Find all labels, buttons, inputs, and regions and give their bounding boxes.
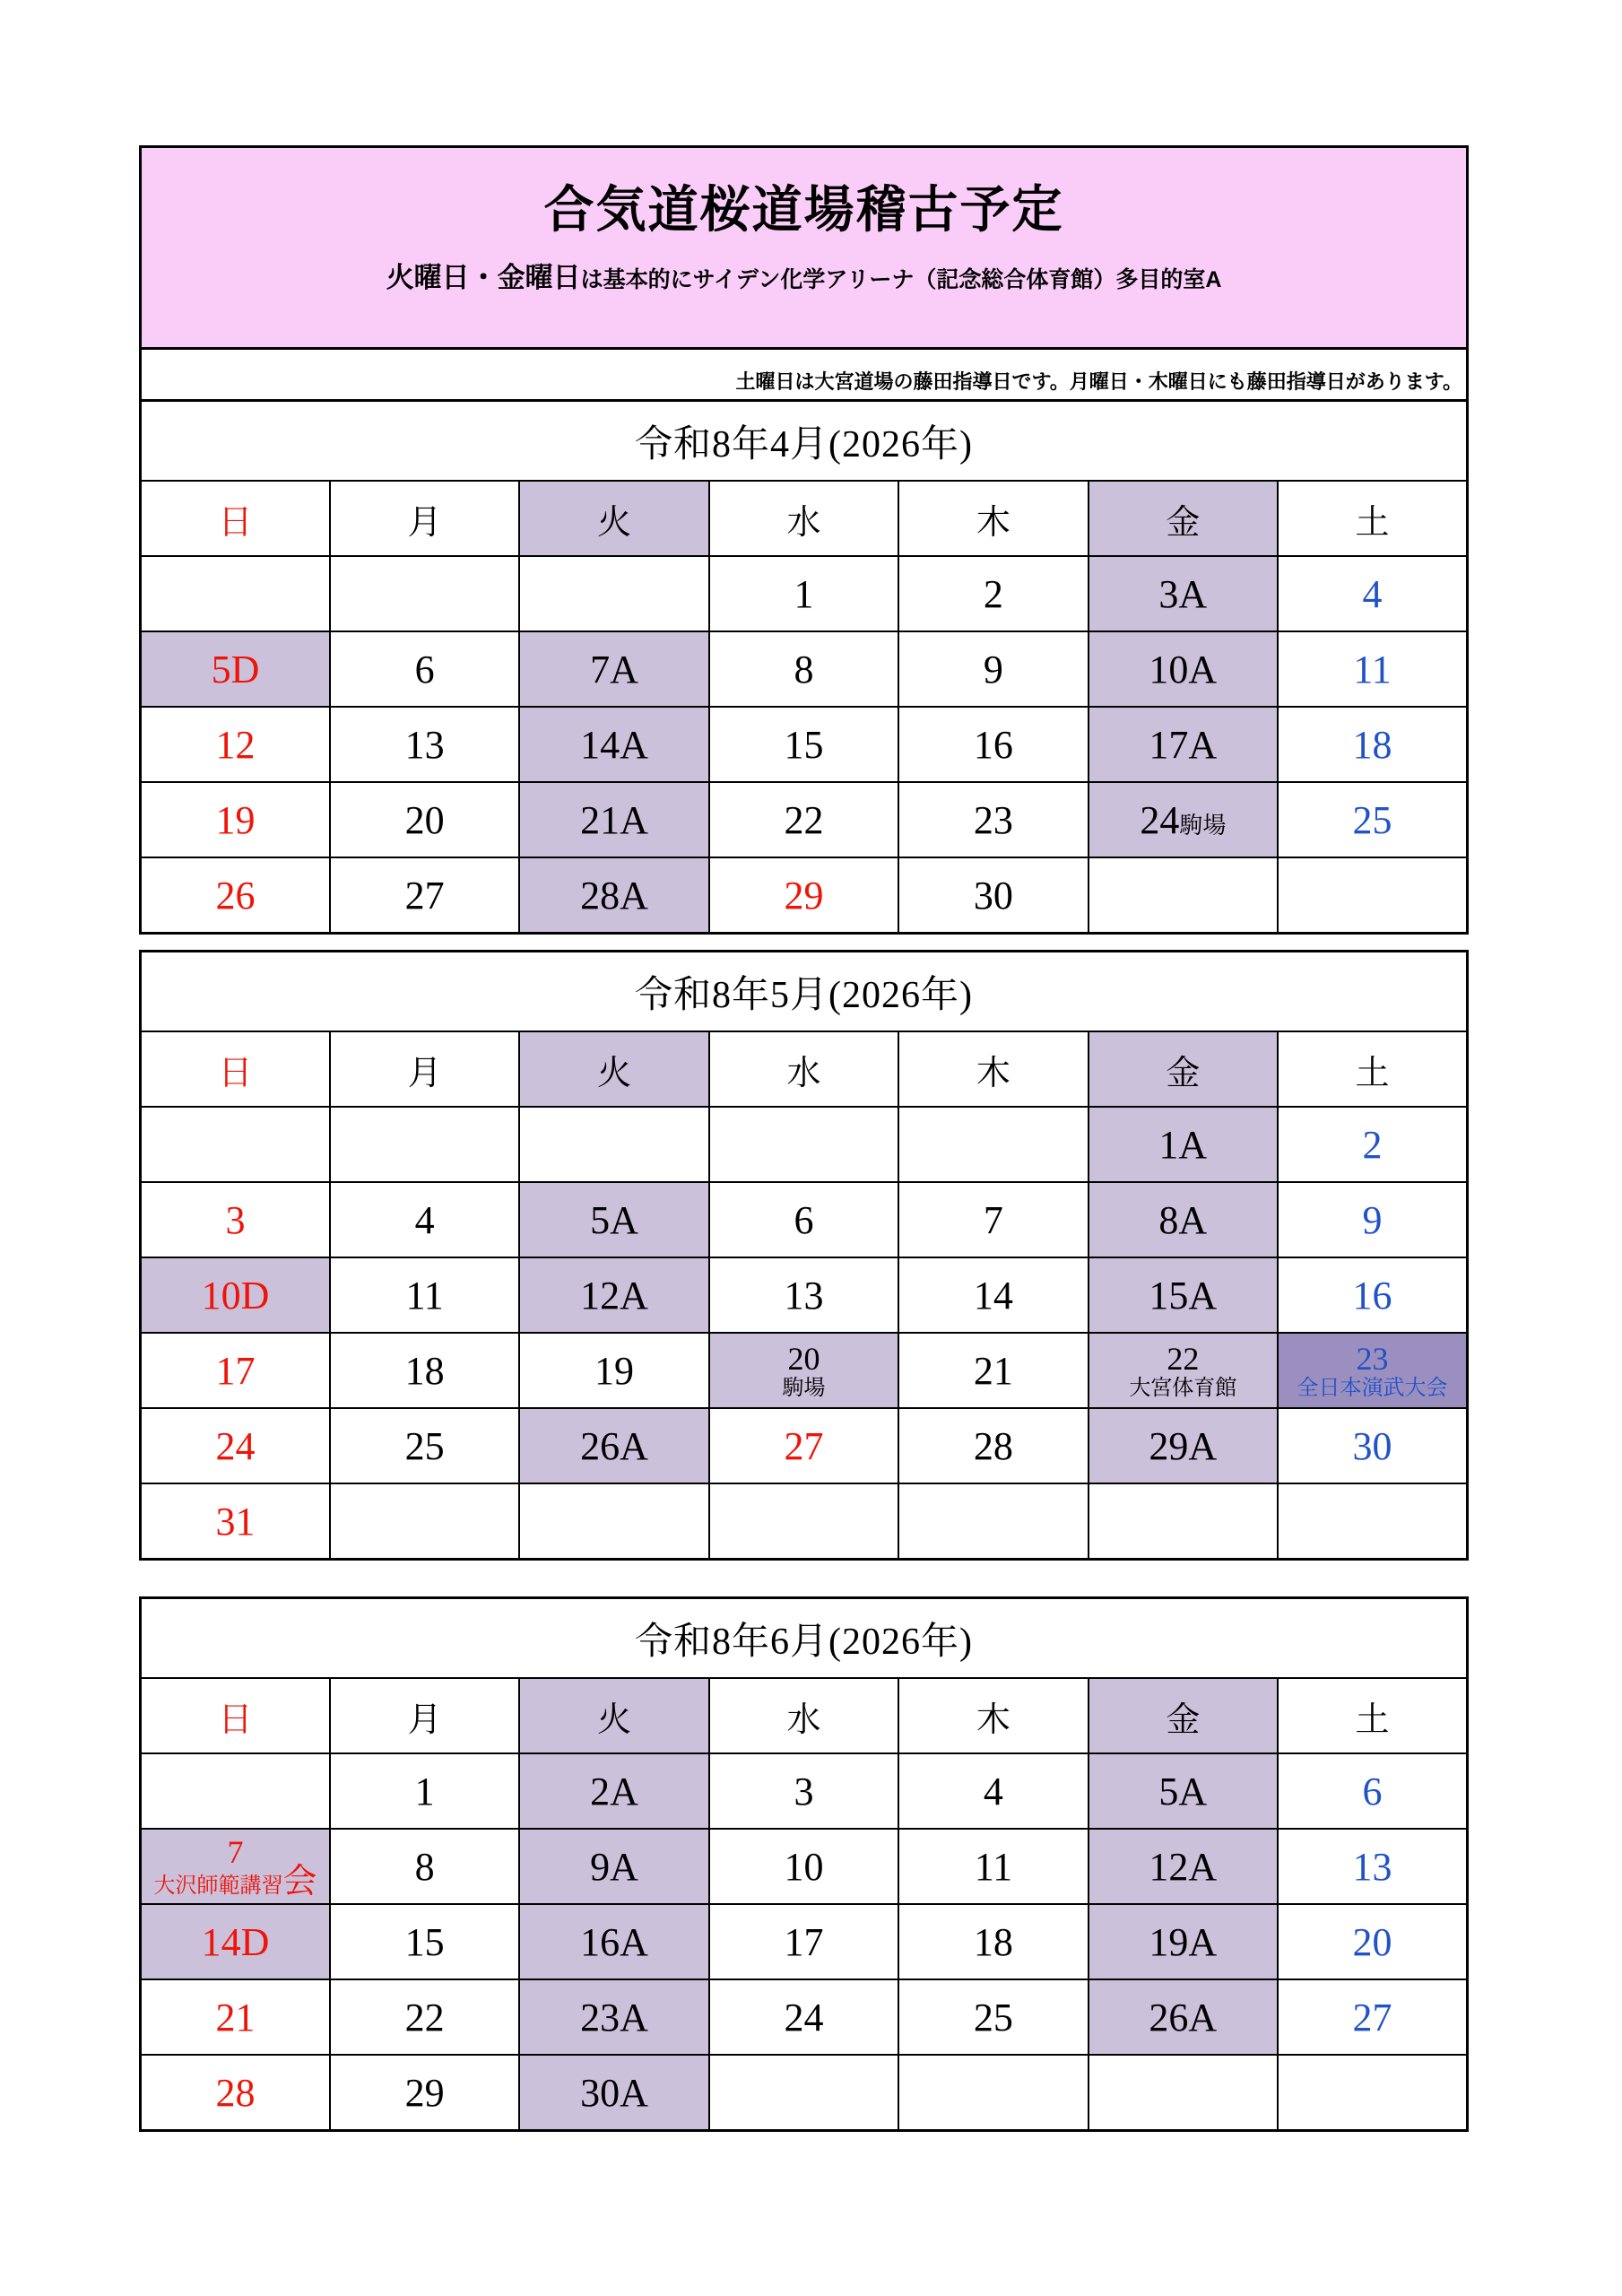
instructor-note: 土曜日は大宮道場の藤田指導日です。月曜日・木曜日にも藤田指導日があります。 bbox=[735, 370, 1462, 393]
day-cell bbox=[1089, 1829, 1278, 1904]
weekday-header: 土 bbox=[1278, 481, 1467, 556]
day-number: 3A bbox=[1158, 571, 1208, 616]
day-cell bbox=[519, 857, 708, 934]
day-cell bbox=[898, 782, 1088, 857]
day-number: 13 bbox=[784, 1273, 824, 1318]
day-number: 27 bbox=[404, 873, 445, 918]
empty-cell bbox=[898, 1107, 1088, 1182]
day-cell bbox=[141, 1483, 330, 1560]
day-number: 12A bbox=[1149, 1844, 1218, 1889]
day-cell bbox=[898, 1904, 1088, 1979]
day-number: 6 bbox=[414, 647, 435, 691]
day-number: 30 bbox=[1352, 1423, 1392, 1468]
day-cell bbox=[1278, 1829, 1467, 1904]
weekday-header: 金 bbox=[1089, 481, 1278, 556]
day-cell bbox=[1278, 1408, 1467, 1483]
day-cell bbox=[330, 2055, 519, 2131]
day-number: 15 bbox=[784, 722, 824, 767]
day-cell bbox=[141, 707, 330, 782]
day-cell bbox=[1278, 1904, 1467, 1979]
day-number: 19A bbox=[1149, 1919, 1218, 1964]
day-number: 4 bbox=[414, 1197, 435, 1242]
empty-cell bbox=[898, 2055, 1088, 2131]
day-number: 28 bbox=[973, 1423, 1013, 1468]
empty-cell bbox=[898, 1483, 1088, 1560]
day-cell bbox=[1278, 556, 1467, 631]
sheet-content bbox=[139, 145, 1469, 2132]
day-number: 26 bbox=[215, 873, 256, 918]
day-number: 24 bbox=[1140, 797, 1180, 842]
subtitle-days: 火曜日・金曜日 bbox=[386, 261, 581, 293]
instructor-note-row bbox=[139, 350, 1469, 399]
day-number: 10D bbox=[201, 1273, 270, 1318]
day-cell bbox=[519, 782, 708, 857]
day-number: 23 bbox=[1356, 1340, 1389, 1377]
day-number: 16 bbox=[973, 722, 1013, 767]
day-cell bbox=[898, 1753, 1088, 1829]
day-cell bbox=[709, 857, 898, 934]
day-cell bbox=[898, 857, 1088, 934]
day-cell bbox=[709, 1408, 898, 1483]
day-number: 13 bbox=[404, 722, 445, 767]
day-cell bbox=[519, 2055, 708, 2131]
day-cell bbox=[519, 1257, 708, 1333]
day-number: 3 bbox=[225, 1197, 246, 1242]
day-number: 14 bbox=[973, 1273, 1013, 1318]
weekday-header: 火 bbox=[519, 1678, 708, 1753]
day-cell bbox=[1089, 1979, 1278, 2055]
day-number: 11 bbox=[405, 1273, 444, 1318]
day-number: 7 bbox=[983, 1197, 1003, 1242]
day-number: 27 bbox=[1352, 1995, 1392, 2039]
day-cell bbox=[709, 1979, 898, 2055]
day-cell bbox=[898, 556, 1088, 631]
day-cell bbox=[709, 631, 898, 707]
day-number: 29 bbox=[784, 873, 824, 918]
weekday-header: 月 bbox=[330, 481, 519, 556]
day-number: 11 bbox=[974, 1844, 1013, 1889]
day-number: 28A bbox=[580, 873, 648, 918]
day-number: 24 bbox=[784, 1995, 824, 2039]
weekday-header: 火 bbox=[519, 481, 708, 556]
day-number: 3 bbox=[794, 1769, 814, 1813]
day-cell bbox=[898, 631, 1088, 707]
calendars bbox=[139, 399, 1469, 2132]
day-cell bbox=[1089, 1182, 1278, 1257]
day-cell bbox=[709, 1829, 898, 1904]
day-event-label-large: 会 bbox=[282, 1863, 317, 1900]
day-number: 20 bbox=[787, 1340, 820, 1377]
day-cell bbox=[141, 782, 330, 857]
day-cell bbox=[1278, 1753, 1467, 1829]
day-cell bbox=[519, 1904, 708, 1979]
day-cell bbox=[519, 1829, 708, 1904]
day-number: 24 bbox=[215, 1423, 256, 1468]
empty-cell bbox=[330, 1107, 519, 1182]
day-number: 23 bbox=[973, 797, 1013, 842]
day-number: 5A bbox=[1158, 1769, 1208, 1813]
weekday-header: 木 bbox=[898, 1678, 1088, 1753]
day-number: 31 bbox=[215, 1499, 256, 1544]
day-number: 18 bbox=[404, 1348, 445, 1393]
day-number: 15 bbox=[404, 1919, 445, 1964]
empty-cell bbox=[141, 1107, 330, 1182]
empty-cell bbox=[330, 556, 519, 631]
weekday-header: 水 bbox=[709, 1031, 898, 1107]
day-cell bbox=[1089, 1333, 1278, 1408]
day-event-label: 駒場 bbox=[1179, 812, 1227, 839]
day-number: 10A bbox=[1149, 647, 1218, 691]
weekday-header: 土 bbox=[1278, 1678, 1467, 1753]
day-number: 21 bbox=[215, 1995, 256, 2039]
day-number: 19 bbox=[215, 797, 256, 842]
day-event-label: 駒場 bbox=[782, 1376, 826, 1400]
day-cell bbox=[330, 707, 519, 782]
day-number: 28 bbox=[215, 2070, 256, 2115]
day-cell bbox=[1089, 1257, 1278, 1333]
day-cell bbox=[898, 1408, 1088, 1483]
calendar-month-3 bbox=[139, 1596, 1469, 2132]
weekday-header: 水 bbox=[709, 1678, 898, 1753]
empty-cell bbox=[709, 2055, 898, 2131]
day-cell bbox=[330, 1904, 519, 1979]
day-cell bbox=[1089, 782, 1278, 857]
day-cell bbox=[330, 1753, 519, 1829]
day-number: 2 bbox=[1362, 1122, 1383, 1167]
day-cell bbox=[1089, 556, 1278, 631]
day-number: 30 bbox=[973, 873, 1013, 918]
day-number: 25 bbox=[973, 1995, 1013, 2039]
day-number: 6 bbox=[794, 1197, 814, 1242]
day-cell bbox=[898, 1182, 1088, 1257]
day-cell bbox=[709, 1753, 898, 1829]
day-number: 9A bbox=[590, 1844, 638, 1889]
day-cell bbox=[1278, 1333, 1467, 1408]
day-cell bbox=[1089, 707, 1278, 782]
day-number: 8 bbox=[794, 647, 814, 691]
day-cell bbox=[709, 1333, 898, 1408]
day-cell bbox=[898, 1829, 1088, 1904]
empty-cell bbox=[519, 556, 708, 631]
day-cell bbox=[141, 1904, 330, 1979]
weekday-header: 土 bbox=[1278, 1031, 1467, 1107]
day-cell bbox=[898, 1333, 1088, 1408]
subtitle-location: は基本的にサイデン化学アリーナ（記念総合体育館）多目的室A bbox=[580, 266, 1222, 292]
month-title: 令和8年4月(2026年) bbox=[141, 401, 1468, 482]
page-title: 合気道桜道場稽古予定 bbox=[543, 183, 1064, 239]
empty-cell bbox=[519, 1483, 708, 1560]
day-number: 17A bbox=[1149, 722, 1218, 767]
day-cell bbox=[519, 1333, 708, 1408]
day-number: 26A bbox=[580, 1423, 648, 1468]
day-number: 20 bbox=[404, 797, 445, 842]
day-cell bbox=[141, 1829, 330, 1904]
day-number: 11 bbox=[1353, 647, 1392, 691]
day-number: 18 bbox=[1352, 722, 1392, 767]
day-cell bbox=[330, 1829, 519, 1904]
empty-cell bbox=[1089, 1483, 1278, 1560]
day-cell bbox=[709, 556, 898, 631]
weekday-header: 水 bbox=[709, 481, 898, 556]
day-number: 19 bbox=[594, 1348, 635, 1393]
calendar-month-1 bbox=[139, 399, 1469, 935]
month-title: 令和8年6月(2026年) bbox=[141, 1598, 1468, 1679]
day-number: 8 bbox=[414, 1844, 435, 1889]
day-cell bbox=[330, 1979, 519, 2055]
day-number: 16 bbox=[1352, 1273, 1392, 1318]
day-cell bbox=[709, 1904, 898, 1979]
empty-cell bbox=[1278, 2055, 1467, 2131]
day-number: 12 bbox=[215, 722, 256, 767]
schedule-header bbox=[139, 145, 1469, 350]
day-cell bbox=[141, 1257, 330, 1333]
day-cell bbox=[1278, 1257, 1467, 1333]
day-number: 27 bbox=[784, 1423, 824, 1468]
day-number: 29 bbox=[404, 2070, 445, 2115]
weekday-header: 月 bbox=[330, 1031, 519, 1107]
day-number: 7 bbox=[227, 1834, 244, 1870]
day-number: 8A bbox=[1158, 1197, 1208, 1242]
day-cell bbox=[141, 857, 330, 934]
empty-cell bbox=[330, 1483, 519, 1560]
day-number: 23A bbox=[580, 1995, 648, 2039]
weekday-header: 金 bbox=[1089, 1678, 1278, 1753]
day-cell bbox=[141, 1333, 330, 1408]
day-cell bbox=[898, 707, 1088, 782]
day-number: 16A bbox=[580, 1919, 648, 1964]
day-cell bbox=[330, 1333, 519, 1408]
day-event-label: 大宮体育館 bbox=[1129, 1376, 1237, 1400]
weekday-header: 火 bbox=[519, 1031, 708, 1107]
empty-cell bbox=[141, 556, 330, 631]
day-cell bbox=[519, 631, 708, 707]
day-number: 14A bbox=[580, 722, 648, 767]
day-number: 25 bbox=[1352, 797, 1392, 842]
day-cell bbox=[898, 1979, 1088, 2055]
day-number: 10 bbox=[784, 1844, 824, 1889]
day-number: 20 bbox=[1352, 1919, 1392, 1964]
day-number: 2A bbox=[590, 1769, 638, 1813]
day-number: 6 bbox=[1362, 1769, 1383, 1813]
day-number: 9 bbox=[1362, 1197, 1383, 1242]
day-number: 18 bbox=[973, 1919, 1013, 1964]
day-cell bbox=[709, 1182, 898, 1257]
day-cell bbox=[330, 1408, 519, 1483]
calendar-month-2 bbox=[139, 950, 1469, 1561]
empty-cell bbox=[709, 1107, 898, 1182]
day-number: 21A bbox=[580, 797, 648, 842]
weekday-header: 月 bbox=[330, 1678, 519, 1753]
day-number: 1A bbox=[1158, 1122, 1208, 1167]
day-cell bbox=[519, 1753, 708, 1829]
day-number: 1 bbox=[794, 571, 814, 616]
day-number: 22 bbox=[784, 797, 824, 842]
empty-cell bbox=[1089, 857, 1278, 934]
day-cell bbox=[519, 1979, 708, 2055]
day-number: 14D bbox=[201, 1919, 270, 1964]
day-cell bbox=[1278, 1107, 1467, 1182]
day-number: 22 bbox=[1167, 1340, 1200, 1377]
day-event-label: 大沢師範講習会 bbox=[153, 1863, 317, 1900]
day-cell bbox=[519, 707, 708, 782]
day-number: 5A bbox=[590, 1197, 638, 1242]
day-cell bbox=[141, 1182, 330, 1257]
weekday-header: 日 bbox=[141, 481, 330, 556]
day-number: 1 bbox=[414, 1769, 435, 1813]
day-cell bbox=[709, 707, 898, 782]
weekday-header: 日 bbox=[141, 1678, 330, 1753]
day-number: 2 bbox=[983, 571, 1003, 616]
day-cell bbox=[1278, 1979, 1467, 2055]
day-cell bbox=[1089, 1904, 1278, 1979]
day-cell bbox=[1278, 631, 1467, 707]
day-number: 5D bbox=[211, 647, 260, 691]
weekday-header: 日 bbox=[141, 1031, 330, 1107]
day-number: 4 bbox=[1362, 571, 1383, 616]
day-cell bbox=[141, 631, 330, 707]
day-cell bbox=[519, 1182, 708, 1257]
day-cell bbox=[1089, 1408, 1278, 1483]
weekday-header: 木 bbox=[898, 1031, 1088, 1107]
location-subtitle bbox=[142, 261, 1466, 294]
day-cell bbox=[330, 631, 519, 707]
day-cell bbox=[898, 1257, 1088, 1333]
month-title: 令和8年5月(2026年) bbox=[141, 952, 1468, 1032]
empty-cell bbox=[1278, 857, 1467, 934]
day-cell bbox=[330, 782, 519, 857]
day-cell bbox=[1278, 707, 1467, 782]
day-cell bbox=[1089, 631, 1278, 707]
day-cell bbox=[330, 1257, 519, 1333]
day-number: 12A bbox=[580, 1273, 648, 1318]
day-number: 26A bbox=[1149, 1995, 1218, 2039]
day-cell bbox=[141, 2055, 330, 2131]
weekday-header: 木 bbox=[898, 481, 1088, 556]
day-number: 29A bbox=[1149, 1423, 1218, 1468]
day-event-label: 全日本演武大会 bbox=[1297, 1376, 1448, 1400]
day-number: 4 bbox=[983, 1769, 1003, 1813]
empty-cell bbox=[141, 1753, 330, 1829]
day-number: 21 bbox=[973, 1348, 1013, 1393]
day-cell bbox=[330, 1182, 519, 1257]
day-cell bbox=[1278, 1182, 1467, 1257]
day-cell bbox=[1089, 1753, 1278, 1829]
empty-cell bbox=[1089, 2055, 1278, 2131]
day-cell bbox=[1278, 782, 1467, 857]
day-cell bbox=[709, 1257, 898, 1333]
day-number: 17 bbox=[784, 1919, 824, 1964]
day-number: 7A bbox=[590, 647, 638, 691]
day-number: 30A bbox=[580, 2070, 648, 2115]
empty-cell bbox=[709, 1483, 898, 1560]
day-number: 15A bbox=[1149, 1273, 1218, 1318]
day-number: 22 bbox=[404, 1995, 445, 2039]
day-cell bbox=[141, 1979, 330, 2055]
day-cell bbox=[141, 1408, 330, 1483]
weekday-header: 金 bbox=[1089, 1031, 1278, 1107]
day-cell bbox=[330, 857, 519, 934]
day-number: 17 bbox=[215, 1348, 256, 1393]
day-cell bbox=[519, 1408, 708, 1483]
empty-cell bbox=[519, 1107, 708, 1182]
day-number: 25 bbox=[404, 1423, 445, 1468]
day-number: 9 bbox=[983, 647, 1003, 691]
day-cell bbox=[1089, 1107, 1278, 1182]
day-number: 13 bbox=[1352, 1844, 1392, 1889]
empty-cell bbox=[1278, 1483, 1467, 1560]
day-cell bbox=[709, 782, 898, 857]
